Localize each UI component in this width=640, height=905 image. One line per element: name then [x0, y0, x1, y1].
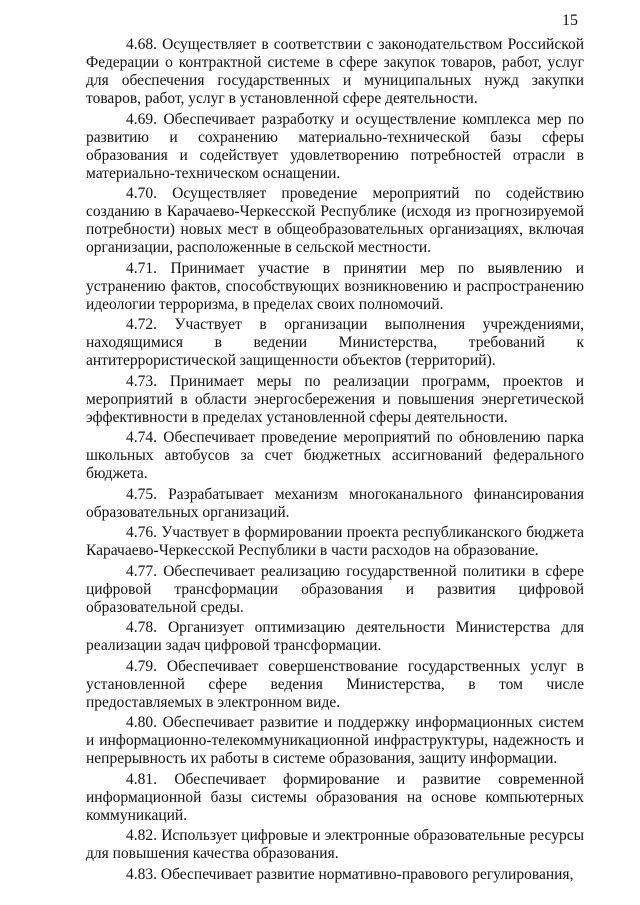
- paragraph-4-81: 4.81. Обеспечивает формирование и развитие современной информационной базы системы образования на основе компьютерных коммуникаций.: [86, 770, 584, 824]
- paragraph-4-75: 4.75. Разрабатывает механизм многоканального финансирования образовательных организаций.: [86, 485, 584, 521]
- paragraph-4-80: 4.80. Обеспечивает развитие и поддержку информационных систем и информационно-телекоммуникационной инфраструктуры, надежность и непрерывность их работы в системе образования, защиту информации.: [86, 714, 584, 767]
- paragraph-4-73: 4.73. Принимает меры по реализации программ, проектов и мероприятий в области энергосбережения и повышения энергетической эффективности в пределах установленной сферы деятельности.: [86, 372, 584, 426]
- page-number: 15: [562, 12, 578, 29]
- paragraph-4-76: 4.76. Участвует в формировании проекта республиканского бюджета Карачаево-Черкесской Республики в части расходов на образование.: [86, 524, 584, 559]
- paragraph-4-82: 4.82. Использует цифровые и электронные образовательные ресурсы для повышения качества образования.: [86, 827, 584, 862]
- paragraph-4-68: 4.68. Осуществляет в соответствии с законодательством Российской Федерации о контрактной системе в сфере закупок товаров, работ, услуг для обеспечения государственных и муниципальных нужд закупки товаров, работ, услуг в установленной сфере деятельности.: [86, 36, 584, 107]
- document-body: [86, 36, 584, 886]
- paragraph-4-69: 4.69. Обеспечивает разработку и осуществление комплекса мер по развитию и сохранению материально-технической базы сферы образования и содействует удовлетворению потребностей отрасли в материально-техническом оснащении.: [86, 110, 584, 182]
- paragraph-4-78: 4.78. Организует оптимизацию деятельности Министерства для реализации задач цифровой трансформации.: [86, 619, 584, 654]
- paragraph-4-77: 4.77. Обеспечивает реализацию государственной политики в сфере цифровой трансформации образования и развития цифровой образовательной среды.: [86, 562, 584, 616]
- paragraph-4-83: 4.83. Обеспечивает развитие нормативно-правового регулирования,: [126, 865, 574, 883]
- paragraph-4-79: 4.79. Обеспечивает совершенствование государственных услуг в установленной сфере ведения Министерства, в том числе предоставляемых в электронном виде.: [86, 657, 584, 711]
- paragraph-4-72: 4.72. Участвует в организации выполнения учреждениями, находящимися в ведении Министерства, требований к антитеррористической защищенности объектов (территорий).: [86, 316, 584, 369]
- paragraph-4-74: 4.74. Обеспечивает проведение мероприятий по обновлению парка школьных автобусов за счет бюджетных ассигнований федерального бюджета.: [86, 429, 584, 482]
- paragraph-4-70: 4.70. Осуществляет проведение мероприятий по содействию созданию в Карачаево-Черкесской Республике (исходя из прогнозируемой потребности) новых мест в общеобразовательных организациях, включая организации, расположенные в сельской местности.: [86, 185, 584, 256]
- paragraph-4-71: 4.71. Принимает участие в принятии мер по выявлению и устранению фактов, способствующих возникновению и распространению идеологии терроризма, в пределах своих полномочий.: [86, 259, 584, 313]
